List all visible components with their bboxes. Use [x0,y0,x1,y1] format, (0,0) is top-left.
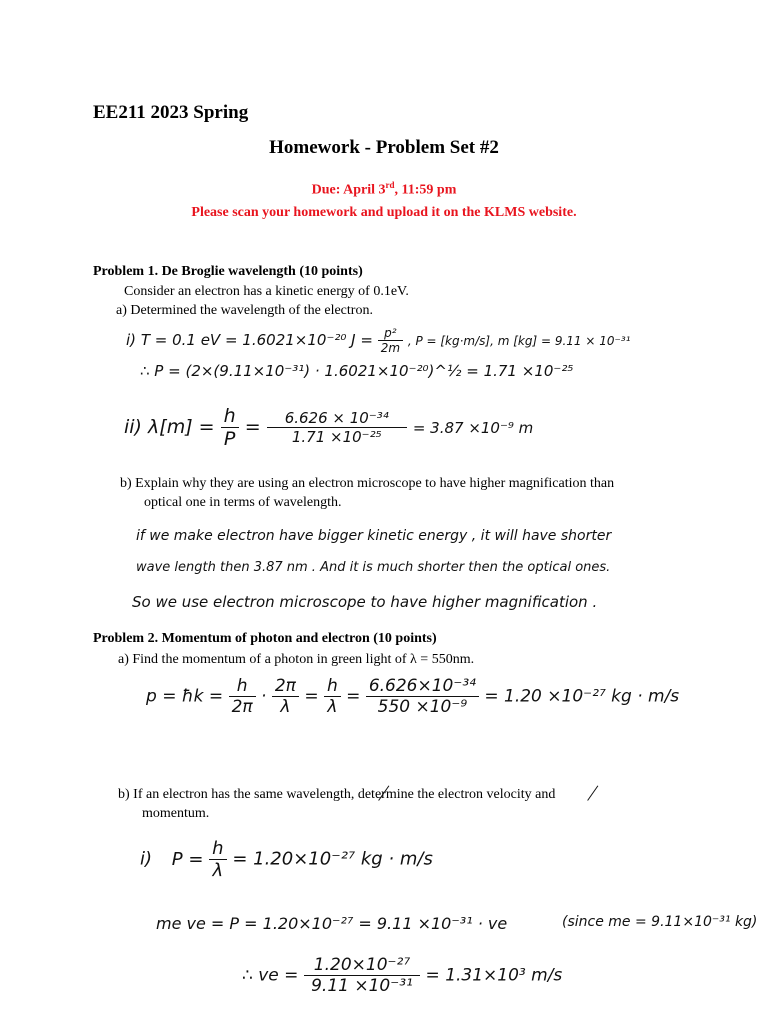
hw-p2-a-frac4 [366,676,479,717]
hw-p2-b-line2: me ve = P = 1.20×10⁻²⁷ = 9.11 ×10⁻³¹ · ve [156,914,508,933]
problem1-title: Problem 1. De Broglie wavelength [93,264,296,279]
hw-p2-a-dot: · [261,686,267,707]
hw-p1-ii-frac2-den: 1.71 ×10⁻²⁵ [291,428,382,446]
hw-p2-a-line [146,676,679,717]
hw-p2-a-frac3-den: λ [327,697,338,717]
hw-p2-a-result: = 1.20 ×10⁻²⁷ kg · m/s [484,686,680,707]
hw-p2-b-ve-den: 9.11 ×10⁻³¹ [311,976,413,996]
hw-p2-b-ve-result: = 1.31×10³ m/s [425,965,563,986]
hw-p2-a-frac2-num: 2π [272,676,299,697]
due-date [0,180,768,199]
hw-p2-a-eq2: = [346,686,361,707]
hw-p2-b-since: (since me = 9.11×10⁻³¹ kg) [562,914,758,930]
hw-p1-i-frac-den: 2m [380,341,401,355]
hw-p1-b-answer-line3: So we use electron microscope to have higher magnification . [132,593,598,611]
hw-p2-b-frac-num: h [209,838,226,860]
hw-p2-b-result: = 1.20×10⁻²⁷ kg · m/s [232,848,433,870]
problem1-points: (10 points) [299,264,363,279]
hw-p1-i-eq1: T = 0.1 eV = 1.6021×10⁻²⁰ J = [140,331,373,349]
hw-p2-a-frac4-den: 550 ×10⁻⁹ [377,697,468,717]
hw-p2-b-ve-frac [304,955,420,996]
problem2-heading: Problem 2. Momentum of photon and electron (10 points) [93,631,437,646]
hw-p2-b-line3 [242,955,562,996]
problem1-part-a: a) Determined the wavelength of the electron. [116,303,373,318]
page-title: Homework - Problem Set #2 [269,137,499,158]
hw-p2-a-eq: = [304,686,319,707]
hw-p2-b-frac [209,838,226,881]
strikethrough-mark-2 [587,785,601,802]
scan-instruction: Please scan your homework and upload it on the KLMS website. [191,205,577,220]
hw-p2-a-frac3 [324,676,341,717]
hw-p2-b-lhs: P = [171,848,204,870]
hw-p2-a-frac4-num: 6.626×10⁻³⁴ [366,676,479,697]
hw-p2-a-frac1-num: h [229,676,256,697]
hw-p1-ii-label: ii) [124,416,142,438]
hw-p2-b-label: i) [140,848,153,870]
hw-p1-i-label: i) [126,331,137,349]
problem1-intro: Consider an electron has a kinetic energy of 0.1eV. [124,284,409,299]
problem1-heading [93,264,363,280]
hw-p2-a-frac1 [229,676,256,717]
hw-p1-b-answer-line2: wave length then 3.87 nm . And it is much shorter then the optical ones. [136,560,611,575]
hw-p1-i-units: , P = [kg·m/s], m [kg] = 9.11 × 10⁻³¹ [407,334,631,348]
problem2-part-b-line1: b) If an electron has the same wavelength, determine the electron velocity and [118,787,556,802]
hw-p2-b-ve-num: 1.20×10⁻²⁷ [304,955,420,976]
hw-p1-ii-frac2-num: 6.626 × 10⁻³⁴ [267,409,407,428]
hw-p1-ii-frac1-den: P [223,428,236,450]
due-ordinal: rd [385,180,395,190]
hw-p1-i-frac-num: p² [378,326,403,341]
hw-p1-b-answer-line1: if we make electron have bigger kinetic energy , it will have shorter [136,528,612,544]
due-prefix: Due: April 3 [311,182,386,198]
hw-p2-a-lhs: p = ħk = [146,686,224,707]
hw-p1-ii-eq: = [244,416,261,438]
hw-p2-a-frac2-den: λ [280,697,291,717]
hw-p1-ii-lhs: λ[m] = [148,416,215,438]
hw-p1-ii-frac1 [221,405,239,450]
hw-p2-b-ve-lhs: ∴ ve = [242,965,299,986]
problem2-part-b-line2: momentum. [142,806,210,821]
hw-p2-a-frac1-den: 2π [231,697,253,717]
hw-p1-i-fraction [378,326,403,355]
hw-p1-ii-line [124,405,533,450]
problem1-part-b-line2: optical one in terms of wavelength. [144,495,342,510]
problem2-part-a: a) Find the momentum of a photon in green light of λ = 550nm. [118,652,475,667]
hw-p1-i-line2: ∴ P = (2×(9.11×10⁻³¹) · 1.6021×10⁻²⁰)^½ = 1.71 ×10⁻²⁵ [140,362,574,380]
hw-p2-b-line1 [140,838,433,881]
hw-p2-b-frac-den: λ [212,860,224,881]
problem1-part-b-line1: b) Explain why they are using an electron microscope to have higher magnification than [120,476,615,491]
hw-p1-i-line1 [126,326,630,355]
course-title: EE211 2023 Spring [93,102,249,123]
hw-p2-a-frac3-num: h [324,676,341,697]
due-suffix: , 11:59 pm [394,182,457,198]
hw-p1-ii-result: = 3.87 ×10⁻⁹ m [412,419,534,437]
hw-p1-ii-frac1-num: h [221,405,239,428]
hw-p1-ii-frac2 [267,409,407,446]
hw-p2-a-frac2 [272,676,299,717]
